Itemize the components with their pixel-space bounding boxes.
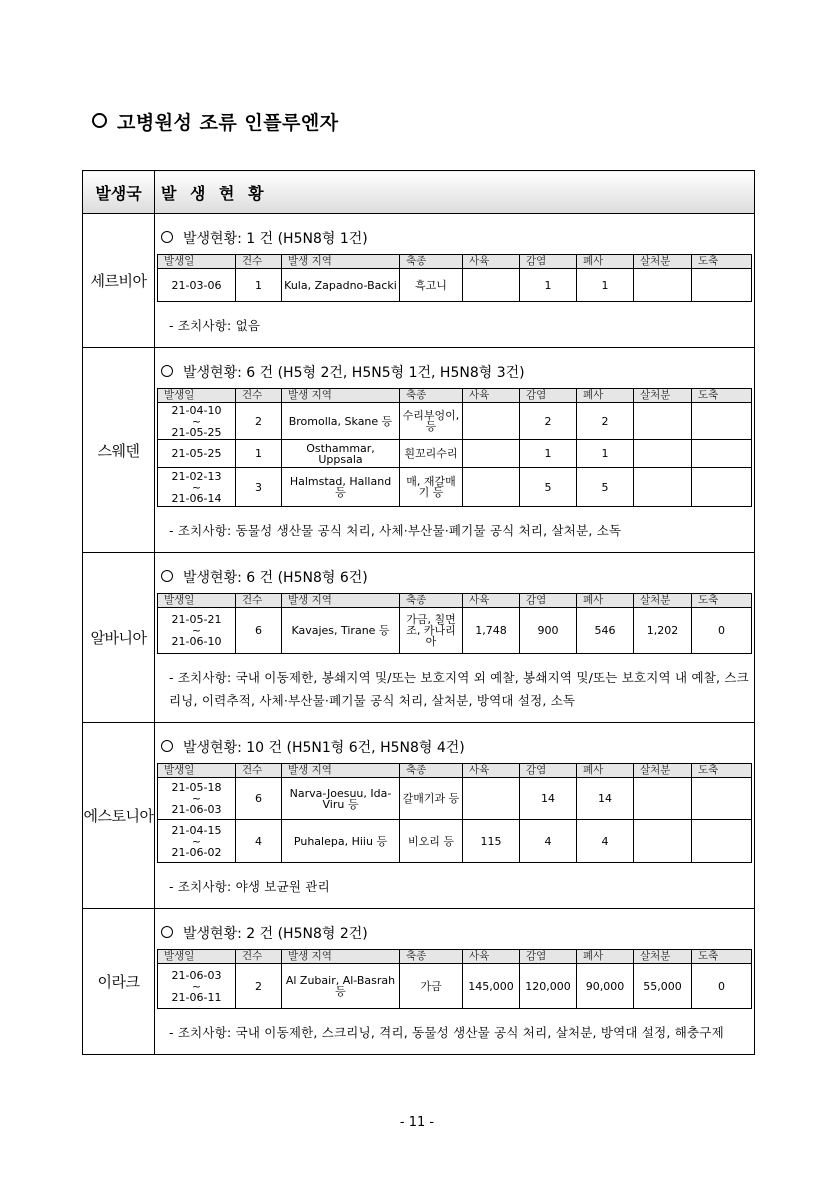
outbreak-detail-table — [157, 593, 752, 654]
column-header: 살처분 — [634, 389, 692, 403]
circle-bullet-icon — [161, 570, 173, 582]
dead-cell: 5 — [577, 468, 634, 507]
country-name: 이라크 — [83, 909, 155, 1055]
detail-row — [158, 778, 752, 820]
region-cell: Puhalepa, Hiiu 등 — [282, 820, 400, 863]
column-header: 살처분 — [634, 764, 692, 778]
slaughtered-cell — [692, 820, 752, 863]
infected-cell: 120,000 — [520, 964, 577, 1009]
outbreak-table — [82, 170, 755, 1055]
column-header: 건수 — [236, 594, 282, 608]
kept-cell: 145,000 — [463, 964, 520, 1009]
culled-cell — [634, 403, 692, 440]
date-start: 21-03-06 — [171, 278, 222, 292]
column-header: 살처분 — [634, 255, 692, 269]
column-header: 사육 — [463, 389, 520, 403]
column-header: 발생일 — [158, 764, 236, 778]
detail-header-row — [158, 764, 752, 778]
column-header: 폐사 — [577, 764, 634, 778]
section-row — [83, 723, 755, 909]
date-end: 21-05-25 — [171, 425, 222, 439]
circle-bullet-icon — [161, 926, 173, 938]
dead-cell: 14 — [577, 778, 634, 820]
column-header: 발생일 — [158, 950, 236, 964]
species-cell: 갈매기과 등 — [400, 778, 463, 820]
infected-cell: 2 — [520, 403, 577, 440]
kept-cell: 1,748 — [463, 608, 520, 654]
date-end: 21-06-11 — [171, 990, 222, 1004]
circle-bullet-icon — [161, 740, 173, 752]
column-header: 건수 — [236, 764, 282, 778]
dead-cell: 1 — [577, 269, 634, 302]
kept-cell — [463, 269, 520, 302]
detail-row — [158, 269, 752, 302]
status-line — [155, 909, 754, 949]
species-cell: 가금 — [400, 964, 463, 1009]
dead-cell: 90,000 — [577, 964, 634, 1009]
column-header: 도축 — [692, 950, 752, 964]
dead-cell: 1 — [577, 440, 634, 468]
circle-bullet-icon — [92, 113, 107, 128]
section-row — [83, 909, 755, 1055]
column-header: 사육 — [463, 594, 520, 608]
column-header: 건수 — [236, 255, 282, 269]
culled-cell — [634, 820, 692, 863]
date-start: 21-02-13 — [171, 469, 222, 483]
date-separator: ~ — [191, 414, 202, 428]
section-row — [83, 348, 755, 553]
page-number: - 11 - — [399, 1115, 435, 1130]
circle-bullet-icon — [161, 365, 173, 377]
count-cell: 6 — [236, 608, 282, 654]
column-header: 발생 지역 — [282, 764, 400, 778]
kept-cell — [463, 403, 520, 440]
detail-header-row — [158, 950, 752, 964]
infected-cell: 1 — [520, 440, 577, 468]
detail-header-row — [158, 389, 752, 403]
count-cell: 1 — [236, 440, 282, 468]
outbreak-detail-table — [157, 254, 752, 302]
column-header: 폐사 — [577, 389, 634, 403]
infected-cell: 14 — [520, 778, 577, 820]
column-header: 감염 — [520, 255, 577, 269]
date-start: 21-05-25 — [171, 447, 222, 460]
column-header: 축종 — [400, 950, 463, 964]
action-text: - 조치사항: 야생 보균원 관리 — [169, 879, 330, 894]
species-cell: 흰꼬리수리 — [400, 440, 463, 468]
section-content — [155, 909, 755, 1055]
detail-header-row — [158, 594, 752, 608]
culled-cell — [634, 778, 692, 820]
country-name: 세르비아 — [83, 214, 155, 348]
column-header: 도축 — [692, 255, 752, 269]
slaughtered-cell — [692, 468, 752, 507]
culled-cell: 1,202 — [634, 608, 692, 654]
column-header: 폐사 — [577, 594, 634, 608]
kept-cell — [463, 778, 520, 820]
status-text: 발생현황: 10 건 (H5N1형 6건, H5N8형 4건) — [183, 740, 465, 756]
date-end: 21-06-14 — [171, 491, 222, 505]
column-header: 발생 지역 — [282, 594, 400, 608]
date-end: 21-06-03 — [171, 803, 222, 816]
date-cell — [158, 964, 236, 1009]
column-header: 폐사 — [577, 950, 634, 964]
date-separator: ~ — [191, 834, 202, 848]
column-header: 감염 — [520, 764, 577, 778]
kept-cell — [463, 440, 520, 468]
region-cell: Al Zubair, Al-Basrah 등 — [282, 964, 400, 1009]
detail-header-row — [158, 255, 752, 269]
section-content — [155, 723, 755, 909]
header-status: 발 생 현 황 — [155, 171, 755, 214]
count-cell: 3 — [236, 468, 282, 507]
status-text: 발생현황: 6 건 (H5N8형 6건) — [183, 570, 368, 586]
infected-cell: 1 — [520, 269, 577, 302]
region-cell: Kavajes, Tirane 등 — [282, 608, 400, 654]
date-separator: ~ — [191, 979, 202, 993]
region-cell: Kula, Zapadno-Backi — [282, 269, 400, 302]
region-cell: Bromolla, Skane 등 — [282, 403, 400, 440]
column-header: 감염 — [520, 594, 577, 608]
column-header: 도축 — [692, 389, 752, 403]
header-country: 발생국 — [83, 171, 155, 214]
country-name: 알바니아 — [83, 553, 155, 723]
heading-text: 고병원성 조류 인플루엔자 — [117, 112, 339, 134]
column-header: 감염 — [520, 389, 577, 403]
date-cell — [158, 820, 236, 863]
column-header: 발생 지역 — [282, 389, 400, 403]
column-header: 발생일 — [158, 594, 236, 608]
slaughtered-cell — [692, 403, 752, 440]
status-text: 발생현황: 1 건 (H5N8형 1건) — [183, 231, 368, 247]
section-row — [83, 214, 755, 348]
date-cell — [158, 440, 236, 468]
detail-row — [158, 468, 752, 507]
section-content — [155, 348, 755, 553]
dead-cell: 4 — [577, 820, 634, 863]
column-header: 사육 — [463, 764, 520, 778]
date-cell — [158, 403, 236, 440]
status-line — [155, 348, 754, 388]
action-text: - 조치사항: 국내 이동제한, 스크리닝, 격리, 동물성 생산물 공식 처리, 살처분, 방역대 설정, 해충구제 — [169, 1025, 724, 1040]
column-header: 발생일 — [158, 255, 236, 269]
outbreak-detail-table — [157, 949, 752, 1009]
column-header: 발생 지역 — [282, 950, 400, 964]
infected-cell: 5 — [520, 468, 577, 507]
region-cell: Narva-Joesuu, Ida-Viru 등 — [282, 778, 400, 820]
date-start: 21-06-03 — [171, 968, 222, 982]
slaughtered-cell — [692, 440, 752, 468]
section-content — [155, 553, 755, 723]
date-start: 21-05-21 — [171, 613, 222, 626]
outbreak-detail-table — [157, 763, 752, 863]
count-cell: 1 — [236, 269, 282, 302]
slaughtered-cell — [692, 269, 752, 302]
culled-cell — [634, 468, 692, 507]
kept-cell — [463, 468, 520, 507]
section-content — [155, 214, 755, 348]
status-text: 발생현황: 6 건 (H5형 2건, H5N5형 1건, H5N8형 3건) — [183, 365, 525, 381]
region-cell: Halmstad, Halland 등 — [282, 468, 400, 507]
date-cell — [158, 608, 236, 654]
culled-cell: 55,000 — [634, 964, 692, 1009]
column-header: 살처분 — [634, 950, 692, 964]
dead-cell: 546 — [577, 608, 634, 654]
date-cell — [158, 778, 236, 820]
status-line — [155, 553, 754, 593]
date-end: 21-06-10 — [171, 635, 222, 648]
column-header: 폐사 — [577, 255, 634, 269]
species-cell: 비오리 등 — [400, 820, 463, 863]
date-cell — [158, 269, 236, 302]
action-text: - 조치사항: 국내 이동제한, 봉쇄지역 및/또는 보호지역 외 예찰, 봉쇄지역 및/또는 보호지역 내 예찰, 스크리닝, 이력추적, 사체·부산물·폐기물 공식 처리, 살처분, 방역대 설정, 소독 — [169, 670, 749, 708]
column-header: 발생일 — [158, 389, 236, 403]
detail-row — [158, 964, 752, 1009]
column-header: 축종 — [400, 594, 463, 608]
column-header: 축종 — [400, 764, 463, 778]
count-cell: 2 — [236, 964, 282, 1009]
column-header: 사육 — [463, 950, 520, 964]
circle-bullet-icon — [161, 231, 173, 243]
status-line — [155, 214, 754, 254]
date-start: 21-04-10 — [171, 403, 222, 417]
species-cell: 수리부엉이, 등 — [400, 403, 463, 440]
dead-cell: 2 — [577, 403, 634, 440]
date-separator: ~ — [191, 624, 202, 637]
column-header: 발생 지역 — [282, 255, 400, 269]
column-header: 도축 — [692, 594, 752, 608]
culled-cell — [634, 440, 692, 468]
kept-cell: 115 — [463, 820, 520, 863]
culled-cell — [634, 269, 692, 302]
species-cell: 흑고니 — [400, 269, 463, 302]
column-header: 살처분 — [634, 594, 692, 608]
species-cell: 가금, 칠면조, 카나리아 — [400, 608, 463, 654]
count-cell: 4 — [236, 820, 282, 863]
slaughtered-cell — [692, 778, 752, 820]
count-cell: 6 — [236, 778, 282, 820]
infected-cell: 900 — [520, 608, 577, 654]
column-header: 도축 — [692, 764, 752, 778]
date-cell — [158, 468, 236, 507]
country-name: 스웨덴 — [83, 348, 155, 553]
date-start: 21-04-15 — [171, 823, 222, 837]
date-separator: ~ — [191, 480, 202, 494]
count-cell: 2 — [236, 403, 282, 440]
detail-row — [158, 403, 752, 440]
section-row — [83, 553, 755, 723]
detail-row — [158, 440, 752, 468]
column-header: 축종 — [400, 389, 463, 403]
outbreak-detail-table — [157, 388, 752, 507]
status-text: 발생현황: 2 건 (H5N8형 2건) — [183, 926, 368, 942]
region-cell: Osthammar, Uppsala — [282, 440, 400, 468]
column-header: 건수 — [236, 389, 282, 403]
date-start: 21-05-18 — [171, 781, 222, 794]
column-header: 사육 — [463, 255, 520, 269]
country-name: 에스토니아 — [83, 723, 155, 909]
date-end: 21-06-02 — [171, 845, 222, 859]
date-separator: ~ — [191, 792, 202, 805]
infected-cell: 4 — [520, 820, 577, 863]
section-heading — [92, 108, 339, 135]
species-cell: 매, 재갈매기 등 — [400, 468, 463, 507]
column-header: 감염 — [520, 950, 577, 964]
header-row — [83, 171, 755, 214]
action-text: - 조치사항: 동물성 생산물 공식 처리, 사체·부산물·폐기물 공식 처리, 살처분, 소독 — [169, 523, 622, 538]
column-header: 축종 — [400, 255, 463, 269]
status-line — [155, 723, 754, 763]
action-text: - 조치사항: 없음 — [169, 318, 261, 333]
detail-row — [158, 820, 752, 863]
slaughtered-cell: 0 — [692, 608, 752, 654]
column-header: 건수 — [236, 950, 282, 964]
detail-row — [158, 608, 752, 654]
slaughtered-cell: 0 — [692, 964, 752, 1009]
